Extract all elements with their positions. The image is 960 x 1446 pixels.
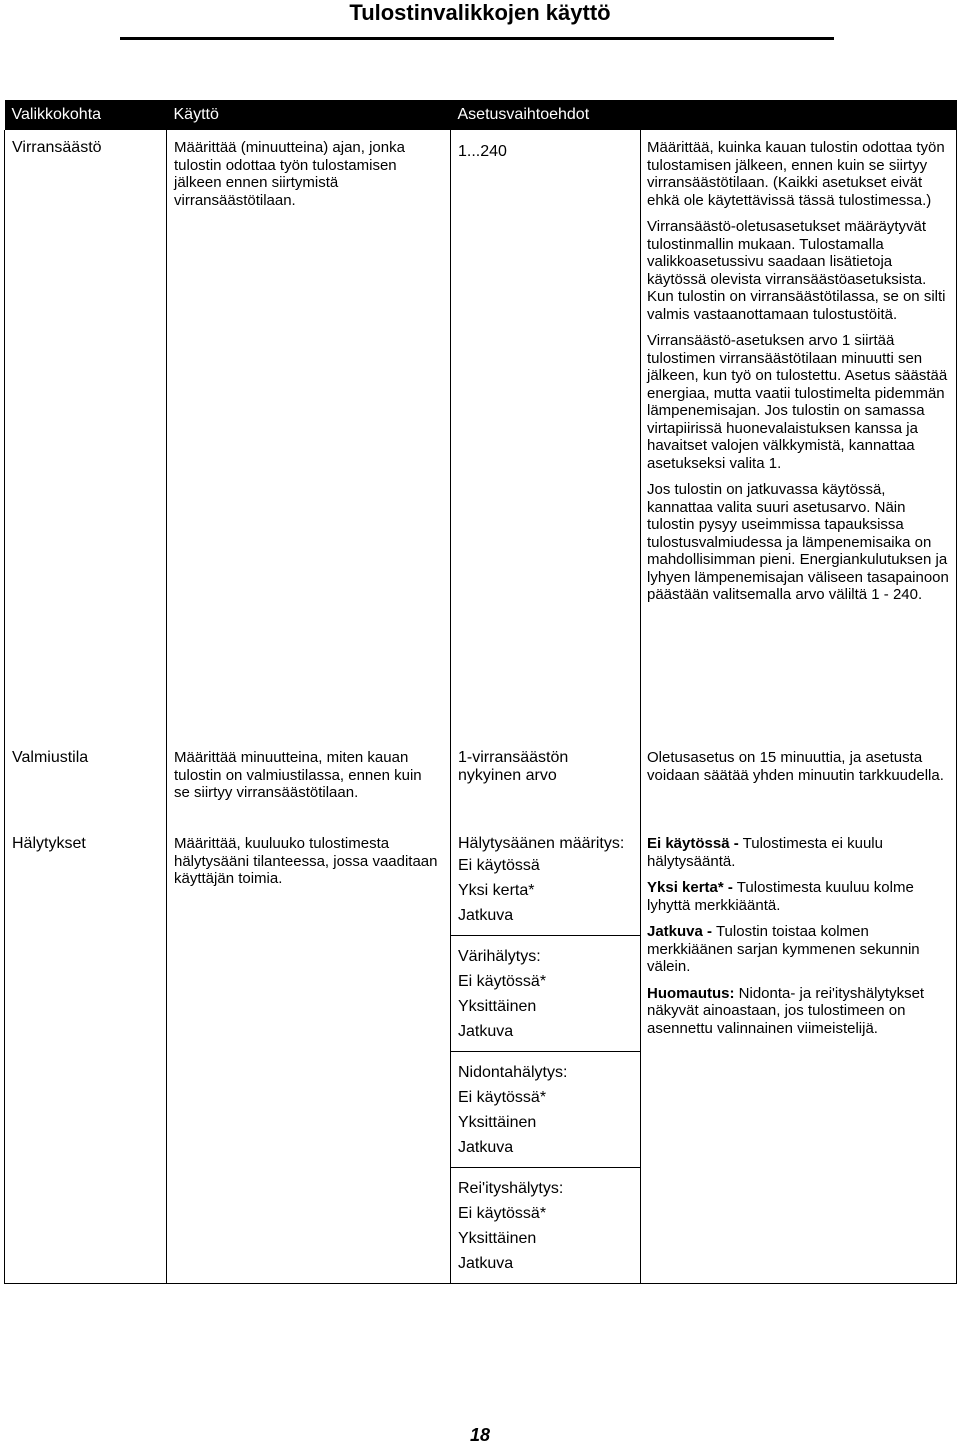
description-paragraph: Virransäästö-oletusasetukset määräytyvät tulostinmallin mukaan. Tulostamalla valikkoasetussivu saadaan lisätietoja käytössä olevista virransäästöasetuksista. Kun tulostin on virransäästötilassa, se on silti valmis vastaanottamaan tulostustöitä. xyxy=(647,218,946,323)
row-use: Määrittää, kuuluuko tulostimesta hälytysääni tilanteessa, jossa vaaditaan käyttäjän toimia. xyxy=(167,826,451,1284)
option-group-label: Hälytysäänen määritys: xyxy=(458,835,625,852)
option-value: Ei käytössä* xyxy=(458,1205,547,1222)
row-name: Virransäästö xyxy=(5,130,167,740)
description-paragraph: Jos tulostin on jatkuvassa käytössä, kannattaa valita suuri asetusarvo. Näin tulostin pysyy useimmissa tapauksissa tulostusvalmiudessa ja lämpenemisaika on mahdollisimman pieni. Energiankulutuksen ja lyhyen lämpenemisajan väliseen tasapainoon päästään valitsemalla arvo väliltä 1 - 240. xyxy=(647,481,949,603)
description-paragraph: Yksi kerta* - Tulostimesta kuuluu kolme lyhyttä merkkiääntä. xyxy=(647,879,914,914)
option-value: Jatkuva xyxy=(458,1255,514,1272)
header-use: Käyttö xyxy=(167,100,451,130)
description-paragraph: Huomautus: Nidonta- ja rei'ityshälytykset näkyvät ainoastaan, jos tulostimeen on asennettu valinnainen viimeistelijä. xyxy=(647,984,925,1037)
title-rule xyxy=(120,37,834,40)
row-option: 1...240 xyxy=(451,130,641,740)
description-paragraph: Määrittää, kuinka kauan tulostin odottaa työn tulostamisen jälkeen, ennen kuin se siirtyy virransäästötilaan. (Kaikki asetukset eivät ehkä ole käytettävissä tässä tulostimessa.) xyxy=(647,139,945,209)
option-value: Jatkuva xyxy=(458,1139,514,1156)
row-description xyxy=(641,826,957,1284)
option-value: Jatkuva xyxy=(458,907,514,924)
option-group-label: Rei'ityshälytys: xyxy=(458,1180,564,1197)
row-option: 1-virransäästön nykyinen arvo xyxy=(451,740,641,826)
menu-table xyxy=(4,100,957,1284)
description-paragraph: Oletusasetus on 15 minuuttia, ja asetusta voidaan säätää yhden minuutin tarkkuudella. xyxy=(647,749,944,784)
option-value: Yksittäinen xyxy=(458,998,537,1015)
option-value: Yksittäinen xyxy=(458,1114,537,1131)
option-group-label: Nidontahälytys: xyxy=(458,1064,568,1081)
option-value: Ei käytössä xyxy=(458,857,540,874)
option-group-label: Värihälytys: xyxy=(458,948,541,965)
row-use: Määrittää (minuutteina) ajan, jonka tulostin odottaa työn tulostamisen jälkeen ennen siirtymistä virransäästötilaan. xyxy=(167,130,451,740)
page-title: Tulostinvalikkojen käyttö xyxy=(349,0,611,25)
description-paragraph: Virransäästö-asetuksen arvo 1 siirtää tulostimen virransäästötilaan minuutti sen jälkeen, kun työ on tulostettu. Asetus säästää energiaa, mutta vaatii tulostimelta pidemmän lämpenemisajan. Jos tulostin on samassa virtapiirissä huonevalaistuksen kanssa ja havaitset valojen välkkymistä, kannattaa asetukseksi valita 1. xyxy=(647,332,948,472)
page-number: 18 xyxy=(469,1425,491,1445)
option-value: Yksittäinen xyxy=(458,1230,537,1247)
option-group xyxy=(451,1168,640,1283)
row-options xyxy=(451,826,641,1284)
header-options: Asetusvaihtoehdot xyxy=(451,100,957,130)
option-group xyxy=(451,835,640,936)
option-value: Ei käytössä* xyxy=(458,973,547,990)
header-menu-item: Valikkokohta xyxy=(5,100,167,130)
description-paragraph: Jatkuva - Tulostin toistaa kolmen merkkiäänen sarjan kymmenen sekunnin välein. xyxy=(647,923,920,975)
option-value: Jatkuva xyxy=(458,1023,514,1040)
table-row xyxy=(5,826,957,1284)
table-row xyxy=(5,130,957,740)
option-value: Yksi kerta* xyxy=(458,882,535,899)
table-row xyxy=(5,740,957,826)
row-use: Määrittää minuutteina, miten kauan tulostin on valmiustilassa, ennen kuin se siirtyy virransäästötilaan. xyxy=(167,740,451,826)
option-group xyxy=(451,936,640,1052)
row-description xyxy=(641,130,957,740)
row-description xyxy=(641,740,957,826)
option-value: Ei käytössä* xyxy=(458,1089,547,1106)
row-name: Valmiustila xyxy=(5,740,167,826)
table-header-row xyxy=(5,100,957,130)
description-paragraph: Ei käytössä - Tulostimesta ei kuulu hälytysääntä. xyxy=(647,835,883,870)
row-name: Hälytykset xyxy=(5,826,167,1284)
option-group xyxy=(451,1052,640,1168)
